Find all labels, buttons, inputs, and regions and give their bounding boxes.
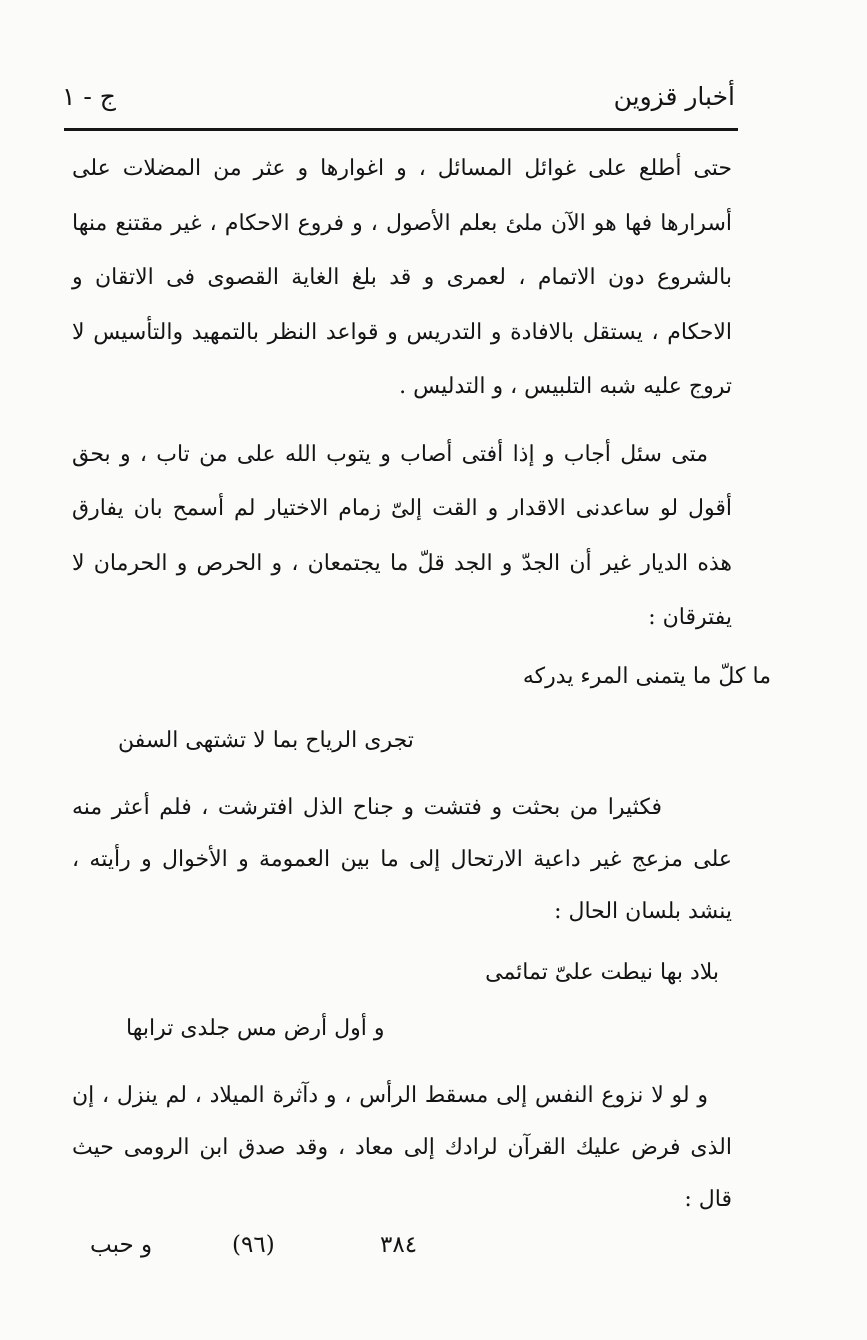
verse-1-first-hemistich: ما كلّ ما يتمنى المرء يدركه xyxy=(522,664,771,689)
page-number: ٣٨٤ xyxy=(380,1232,418,1258)
main-text-block-1 xyxy=(72,142,732,646)
paragraph-2: متى سئل أجاب و إذا أفتى أصاب و يتوب الله على من تاب ، و بحق أقول لو ساعدنى الاقدار و القت إلىّ زمام الاختيار لم أسمح بان يفارق هذه الديار غير أن الجدّ و الجد قلّ ما يجتمعان ، و الحرص و الحرمان لا يفترقان : xyxy=(72,441,732,630)
paragraph-3: فكثيرا من بحثت و فتشت و جناح الذل افترشت ، فلم أعثر منه على مزعج غير داعية الارتحال إلى ما بين العمومة و الأخوال و رأيته ، ينشد بلسان الحال : xyxy=(72,795,732,924)
volume-marker: ج - ١ xyxy=(62,82,116,111)
verse-2-first-hemistich: بلاد بها نيطت علىّ تمائمى xyxy=(485,960,719,985)
running-title: أخبار قزوين xyxy=(613,82,735,111)
paragraph-1: حتى أطلع على غوائل المسائل ، و اغوارها و عثر من المضلات على أسرارها فها هو الآن ملئ بعلم الأصول ، و فروع الاحكام ، غير مقتنع منها بالشروع دون الاتمام ، لعمرى و قد بلغ الغاية القصوى فى الاتقان و الاحكام ، يستقل بالافادة و التدريس و قواعد النظر بالتمهيد والتأسيس لا تروج عليه شبه التلبيس ، و التدليس . xyxy=(72,156,732,399)
main-text-block-2 xyxy=(72,782,732,938)
header-rule xyxy=(64,128,738,131)
verse-1-second-hemistich: تجرى الرياح بما لا تشتهى السفن xyxy=(118,728,414,753)
verse-2-second-hemistich: و أول أرض مس جلدى ترابها xyxy=(126,1016,385,1041)
catchword: و حبب xyxy=(90,1232,153,1258)
main-text-block-3 xyxy=(72,1070,732,1226)
paragraph-4: و لو لا نزوع النفس إلى مسقط الرأس ، و دآثرة الميلاد ، لم ينزل ، إن الذى فرض عليك القرآن لرادك إلى معاد ، وقد صدق ابن الرومى حيث قال : xyxy=(72,1083,732,1212)
signature-mark: (٩٦) xyxy=(232,1232,275,1258)
